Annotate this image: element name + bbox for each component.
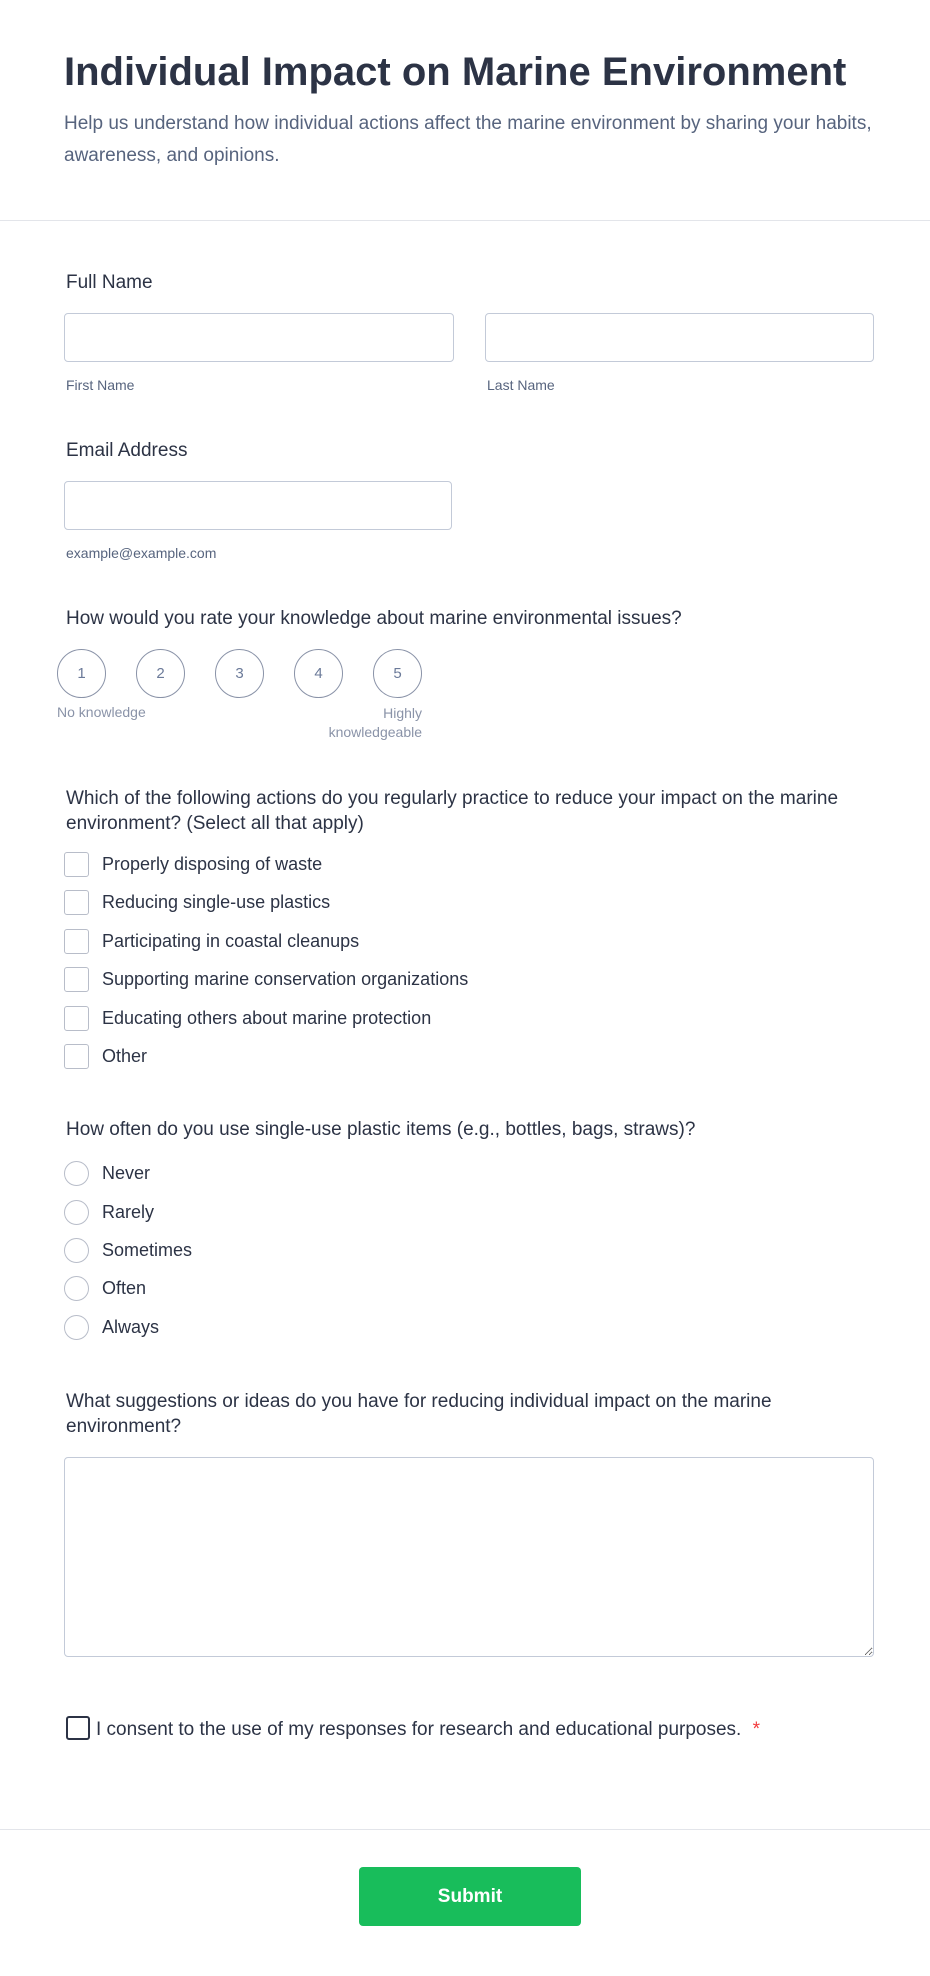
actions-question: Which of the following actions do you regularly practice to reduce your impact on the marine environment? (Select all that apply) xyxy=(66,788,839,834)
checkbox[interactable] xyxy=(64,929,89,954)
footer-divider xyxy=(0,1829,930,1830)
consent-checkbox[interactable] xyxy=(66,1716,90,1740)
header-divider xyxy=(0,220,930,221)
checkbox[interactable] xyxy=(64,967,89,992)
plastic-option[interactable] xyxy=(64,1276,146,1301)
checkbox[interactable] xyxy=(64,890,89,915)
email-sublabel: example@example.com xyxy=(66,545,217,561)
action-option[interactable] xyxy=(64,1044,147,1069)
plastic-option-label: Rarely xyxy=(102,1202,155,1222)
action-option-label: Other xyxy=(102,1046,148,1066)
action-option-label: Supporting marine conservation organizations xyxy=(102,969,469,989)
action-option[interactable] xyxy=(64,1006,431,1031)
full-name-label: Full Name xyxy=(66,272,153,293)
checkbox[interactable] xyxy=(64,1044,89,1069)
rating-question: How would you rate your knowledge about marine environmental issues? xyxy=(66,608,682,629)
rating-option-4[interactable]: 4 xyxy=(294,649,343,698)
action-option-label: Properly disposing of waste xyxy=(102,854,323,874)
rating-max-label: Highly knowledgeable xyxy=(328,705,422,740)
submit-button[interactable]: Submit xyxy=(359,1867,581,1926)
plastic-option-label: Never xyxy=(102,1163,151,1183)
consent-label: I consent to the use of my responses for research and educational purposes. xyxy=(96,1719,742,1740)
action-option[interactable] xyxy=(64,967,468,992)
suggestions-textarea[interactable] xyxy=(64,1457,874,1657)
rating-option-5[interactable]: 5 xyxy=(373,649,422,698)
email-label: Email Address xyxy=(66,440,188,461)
radio-button[interactable] xyxy=(64,1315,89,1340)
rating-option-1[interactable]: 1 xyxy=(57,649,106,698)
radio-button[interactable] xyxy=(64,1276,89,1301)
radio-button[interactable] xyxy=(64,1161,89,1186)
first-name-sublabel: First Name xyxy=(66,377,135,393)
required-mark: * xyxy=(752,1719,761,1740)
form-title: Individual Impact on Marine Environment xyxy=(64,50,847,94)
plastic-option-label: Often xyxy=(102,1278,147,1298)
checkbox[interactable] xyxy=(64,1006,89,1031)
rating-option-2[interactable]: 2 xyxy=(136,649,185,698)
action-option[interactable] xyxy=(64,890,330,915)
last-name-input[interactable] xyxy=(485,313,874,362)
plastic-question: How often do you use single-use plastic items (e.g., bottles, bags, straws)? xyxy=(66,1119,696,1140)
suggestions-question: What suggestions or ideas do you have for reducing individual impact on the marine environment? xyxy=(66,1391,772,1437)
action-option-label: Reducing single-use plastics xyxy=(102,892,331,912)
rating-min-label: No knowledge xyxy=(57,704,146,720)
plastic-option-label: Always xyxy=(102,1317,160,1337)
checkbox[interactable] xyxy=(64,852,89,877)
plastic-option[interactable] xyxy=(64,1200,154,1225)
plastic-option[interactable] xyxy=(64,1161,150,1186)
action-option-label: Participating in coastal cleanups xyxy=(102,931,360,951)
consent-row xyxy=(64,1716,764,1744)
last-name-sublabel: Last Name xyxy=(487,377,555,393)
action-option-label: Educating others about marine protection xyxy=(102,1008,432,1028)
plastic-option-label: Sometimes xyxy=(102,1240,193,1260)
action-option[interactable] xyxy=(64,929,359,954)
radio-button[interactable] xyxy=(64,1238,89,1263)
plastic-option[interactable] xyxy=(64,1315,159,1340)
radio-button[interactable] xyxy=(64,1200,89,1225)
plastic-option[interactable] xyxy=(64,1238,192,1263)
form-subtitle: Help us understand how individual actions affect the marine environment by sharing your habits, awareness, and opinions. xyxy=(64,113,872,166)
action-option[interactable] xyxy=(64,852,322,877)
email-input[interactable] xyxy=(64,481,452,530)
rating-option-3[interactable]: 3 xyxy=(215,649,264,698)
first-name-input[interactable] xyxy=(64,313,454,362)
